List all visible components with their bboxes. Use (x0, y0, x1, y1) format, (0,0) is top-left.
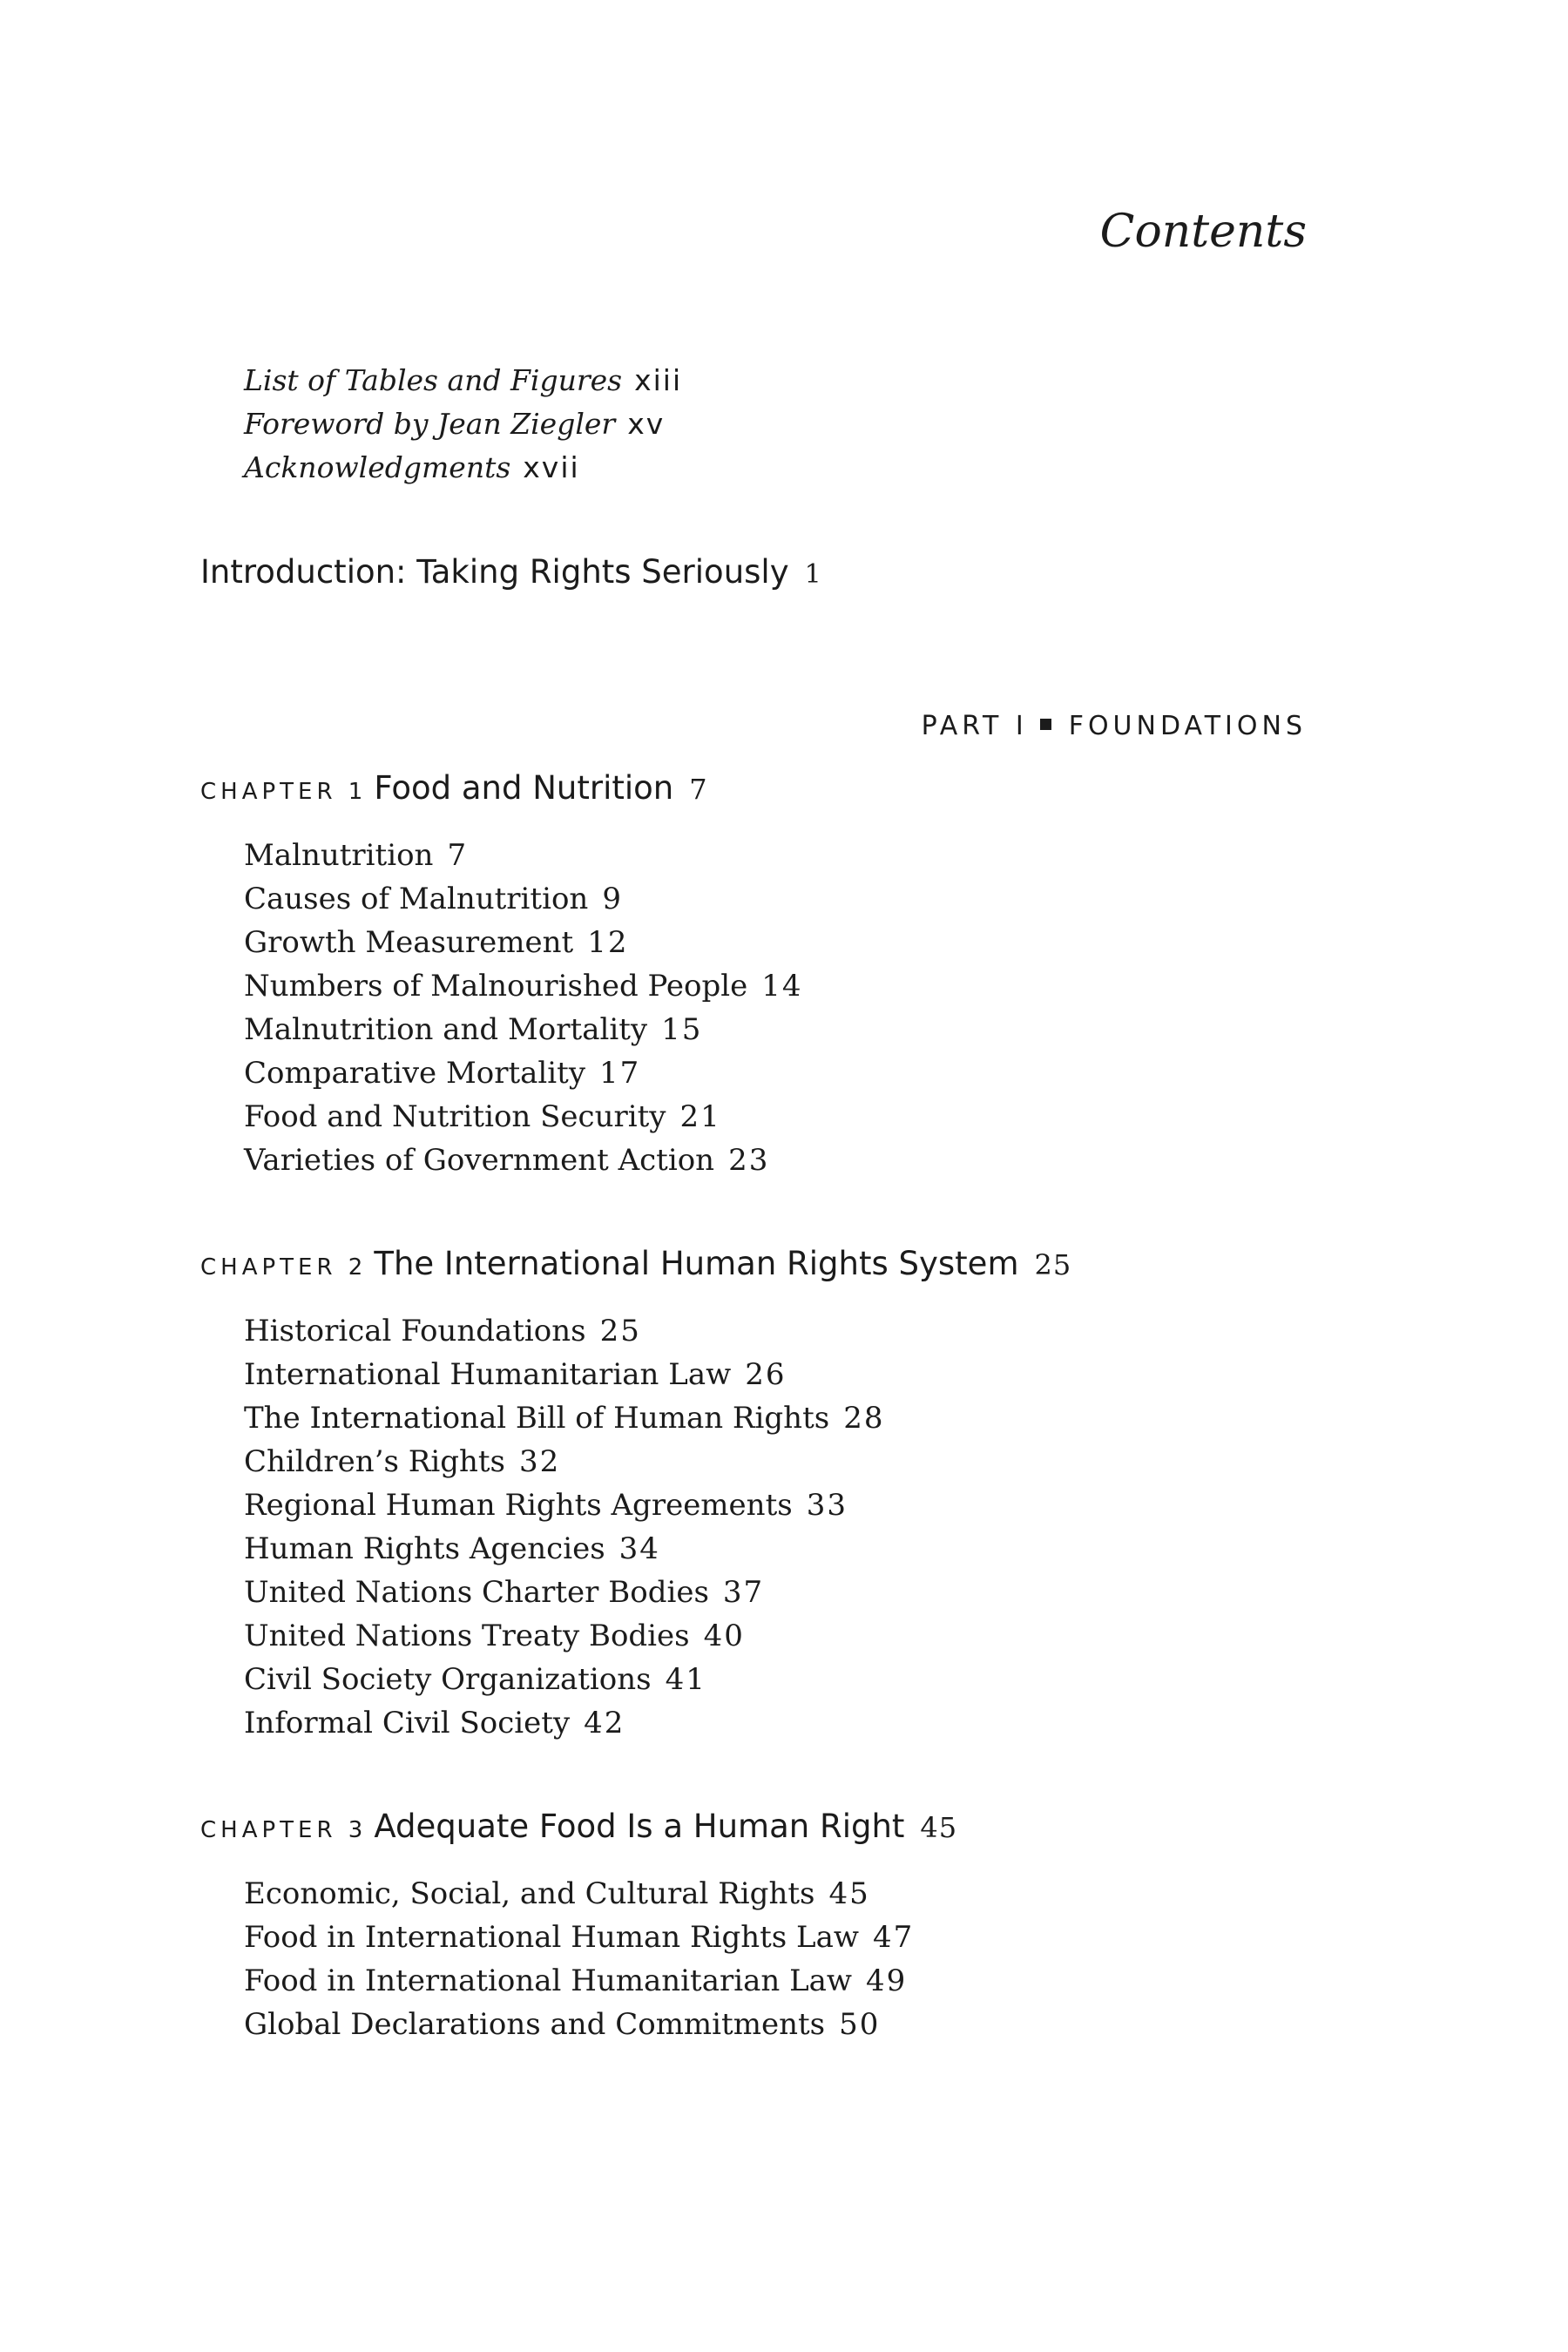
entry-title: United Nations Charter Bodies (244, 1575, 709, 1610)
entry-page: 21 (679, 1099, 721, 1134)
entry-page: 26 (745, 1357, 787, 1392)
section-entry (244, 1614, 884, 1658)
part-label: PART I (921, 711, 1028, 741)
section-entry (244, 1309, 884, 1353)
entry-title: Regional Human Rights Agreements (244, 1488, 793, 1523)
section-entry (244, 1527, 884, 1571)
section-entry (244, 834, 803, 877)
entry-page: 9 (602, 882, 623, 916)
entry-title: Acknowledgments (244, 450, 511, 484)
chapter-page: 7 (689, 773, 708, 806)
section-entry (244, 1440, 884, 1484)
section-entry (244, 1095, 803, 1139)
chapter-label: CHAPTER 1 (200, 779, 368, 805)
entry-title: Foreword by Jean Ziegler (244, 407, 616, 441)
square-bullet-icon (1040, 719, 1051, 730)
entry-title: Food and Nutrition Security (244, 1099, 666, 1134)
chapter-label: CHAPTER 3 (200, 1817, 368, 1843)
chapter-label: CHAPTER 2 (200, 1254, 368, 1281)
entry-title: Growth Measurement (244, 925, 574, 960)
chapter-page: 45 (920, 1811, 958, 1844)
section-entry (244, 964, 803, 1008)
entry-title: Informal Civil Society (244, 1706, 571, 1740)
introduction-entry (200, 551, 821, 597)
part-title: FOUNDATIONS (1068, 711, 1307, 741)
section-entry (244, 2003, 914, 2046)
chapter-heading (200, 1805, 957, 1855)
section-entry (244, 1701, 884, 1745)
section-entry (244, 1051, 803, 1095)
entry-page: 50 (839, 2007, 881, 2042)
entry-title: Varieties of Government Action (244, 1143, 715, 1178)
entry-page: 23 (728, 1143, 770, 1178)
section-entry (244, 1353, 884, 1396)
entry-title: Causes of Malnutrition (244, 882, 589, 916)
chapter-sections (244, 1309, 884, 1745)
entry-page: xv (627, 407, 666, 441)
entry-title: Economic, Social, and Cultural Rights (244, 1876, 815, 1911)
entry-page: 41 (665, 1662, 706, 1697)
entry-title: Malnutrition and Mortality (244, 1012, 648, 1047)
section-entry (244, 877, 803, 921)
front-matter-item (244, 359, 682, 402)
entry-title: Human Rights Agencies (244, 1531, 605, 1566)
section-entry (244, 1571, 884, 1614)
section-entry (244, 1916, 914, 1959)
entry-page: 1 (804, 559, 821, 590)
section-entry (244, 1484, 884, 1527)
entry-title: List of Tables and Figures (244, 363, 623, 397)
chapter-heading (200, 767, 708, 817)
entry-title: Historical Foundations (244, 1314, 586, 1348)
entry-title: Comparative Mortality (244, 1056, 586, 1091)
entry-title: Numbers of Malnourished People (244, 969, 748, 1004)
chapter-title: Adequate Food Is a Human Right (374, 1808, 905, 1845)
entry-page: 42 (584, 1706, 625, 1740)
entry-title: International Humanitarian Law (244, 1357, 732, 1392)
entry-title: Food in International Human Rights Law (244, 1920, 859, 1955)
entry-page: 12 (587, 925, 629, 960)
chapter-page: 25 (1034, 1248, 1072, 1281)
chapter-title: The International Human Rights System (374, 1245, 1019, 1282)
entry-page: 49 (866, 1963, 908, 1998)
page-title: Contents (1099, 206, 1307, 258)
entry-page: 17 (599, 1056, 641, 1091)
entry-page: 33 (806, 1488, 848, 1523)
part-heading (922, 711, 1307, 741)
entry-title: Children’s Rights (244, 1444, 506, 1479)
entry-page: 37 (722, 1575, 765, 1610)
entry-title: United Nations Treaty Bodies (244, 1619, 690, 1653)
entry-page: 14 (761, 969, 803, 1004)
entry-page: 34 (618, 1531, 660, 1566)
front-matter-item (244, 446, 682, 490)
section-entry (244, 1959, 914, 2003)
entry-page: 25 (599, 1314, 641, 1348)
entry-page: 15 (661, 1012, 703, 1047)
chapter-title: Food and Nutrition (374, 769, 674, 807)
entry-page: 45 (828, 1876, 870, 1911)
entry-page: 28 (843, 1401, 885, 1436)
section-entry (244, 1139, 803, 1182)
entry-page: 7 (447, 838, 469, 873)
section-entry (244, 1658, 884, 1701)
section-entry (244, 1872, 914, 1916)
entry-title: Malnutrition (244, 838, 434, 873)
section-entry (244, 1396, 884, 1440)
section-entry (244, 1008, 803, 1051)
front-matter-list (244, 359, 682, 490)
entry-page: 47 (872, 1920, 915, 1955)
entry-title: The International Bill of Human Rights (244, 1401, 830, 1436)
entry-page: 40 (703, 1619, 745, 1653)
entry-page: xiii (634, 363, 683, 397)
section-entry (244, 921, 803, 964)
chapter-sections (244, 834, 803, 1182)
entry-title: Food in International Humanitarian Law (244, 1963, 853, 1998)
entry-title: Global Declarations and Commitments (244, 2007, 826, 2042)
entry-page: xvii (523, 450, 580, 484)
chapter-sections (244, 1872, 914, 2046)
entry-title: Introduction: Taking Rights Seriously (200, 553, 789, 591)
entry-page: 32 (519, 1444, 561, 1479)
entry-title: Civil Society Organizations (244, 1662, 652, 1697)
front-matter-item (244, 402, 682, 446)
chapter-heading (200, 1242, 1071, 1293)
